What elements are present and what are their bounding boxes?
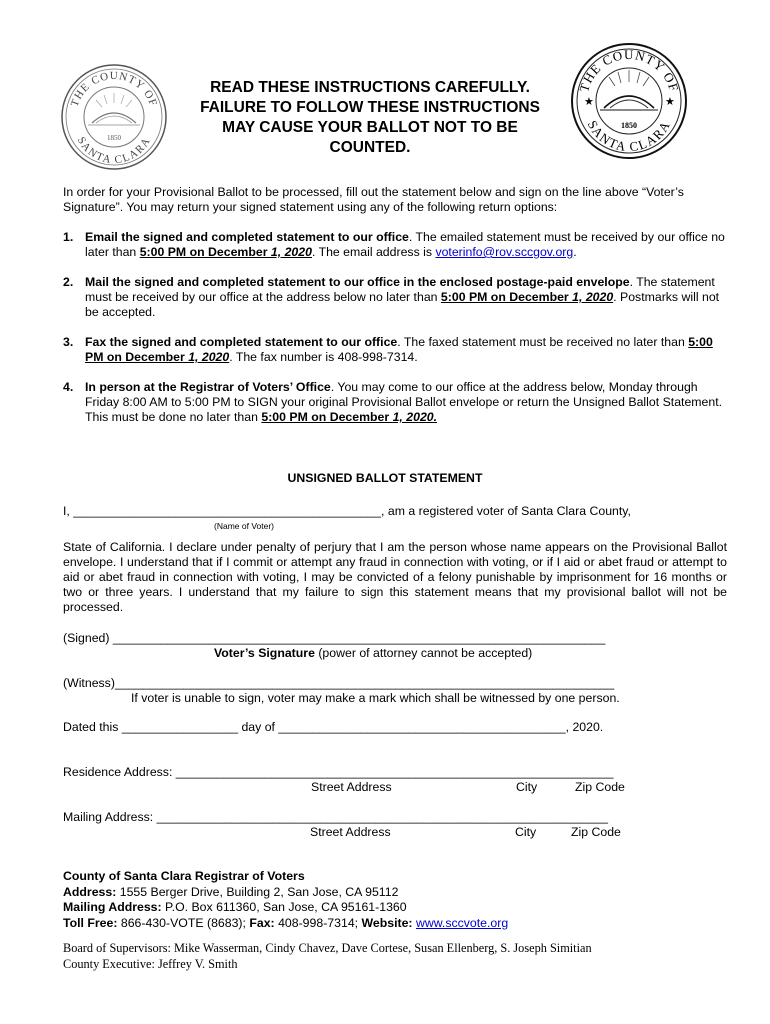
city-caption: City [516, 780, 538, 794]
city-caption: City [515, 825, 537, 839]
website-link[interactable]: www.sccvote.org [415, 915, 509, 930]
seal-left-top-text: THE COUNTY OF [68, 69, 160, 109]
name-prefix: I, [63, 504, 74, 518]
address-line [63, 885, 508, 901]
deadline: 5:00 PM on December [85, 335, 713, 364]
return-options-list [63, 230, 727, 440]
street-address-caption: Street Address [311, 780, 392, 794]
org-name: County of Santa Clara Registrar of Voters [63, 869, 305, 883]
zip-code-caption: Zip Code [575, 780, 625, 794]
deadline: 5:00 PM on December [139, 245, 271, 259]
seal-left-bottom-text: SANTA CLARA [74, 134, 154, 167]
mailing-address-row [63, 810, 608, 825]
zip-code-caption: Zip Code [571, 825, 621, 839]
officials-block [63, 940, 592, 972]
name-suffix: , am a registered voter of Santa Clara County, [381, 504, 631, 518]
board-of-supervisors: Board of Supervisors: Mike Wasserman, Cindy Chavez, Dave Cortese, Susan Ellenberg, S. Joseph Simitian [63, 941, 592, 955]
signature-caption-bold: Voter’s Signature [214, 646, 315, 660]
title-line: COUNTED. [329, 139, 411, 156]
option-number: 4. [63, 380, 74, 394]
option-text: . The faxed statement must be received no later than [397, 335, 689, 349]
declaration-paragraph: State of California. I declare under penalty of perjury that I am the person whose name appears on the Provisional Ballot envelope. I understand that if I commit or attempt any fraud in connection with voting, or if I aid or abet fraud or attempt to aid or abet fraud in connection with voting, I may be convicted of a felony punishable by imprisonment for 16 months or two or three years. I understand that my failure to sign this statement means that my provisional ballot will not be processed. [63, 540, 727, 614]
witness-field[interactable]: _________________________________________________________________________ [114, 676, 615, 690]
seal-left-year: 1850 [107, 134, 121, 142]
signature-field[interactable]: ________________________________________________________________________ [112, 631, 606, 645]
fax-value: 408-998-7314; [274, 915, 362, 930]
mailing-address-field[interactable]: __________________________________________________________________ [156, 810, 609, 824]
address-label: Address: [63, 884, 117, 899]
seal-right-year: 1850 [621, 121, 637, 130]
dated-row[interactable]: Dated this _________________ day of __________________________________________, 2020. [63, 720, 604, 734]
deadline: 5:00 PM on December [261, 410, 393, 424]
residence-address-row [63, 765, 614, 780]
star-icon: ★ [665, 96, 675, 108]
option-lead: Email the signed and completed statement to our office [85, 230, 409, 244]
seal-right-bottom-text: SANTA CLARA [584, 117, 674, 155]
option-lead: Mail the signed and completed statement to our office in the enclosed postage-paid envelope [85, 275, 630, 289]
mailing-label: Mailing Address: [63, 810, 157, 824]
witness-label: (Witness) [63, 676, 115, 690]
voter-name-field[interactable]: _____________________________________________ [73, 504, 382, 518]
residence-label: Residence Address: [63, 765, 176, 779]
deadline-date: 1, 2020 [572, 290, 614, 304]
option-lead: In person at the Registrar of Voters’ Office [85, 380, 331, 394]
option-text: . The email address is [311, 245, 436, 259]
signed-label: (Signed) [63, 631, 113, 645]
return-option-mail [63, 275, 727, 320]
deadline-date: 1, 2020. [392, 410, 438, 424]
instructions-title [150, 78, 590, 158]
email-link[interactable]: voterinfo@rov.sccgov.org [435, 245, 574, 259]
star-icon: ★ [584, 96, 594, 108]
option-lead: Fax the signed and completed statement to our office [85, 335, 398, 349]
title-line: READ THESE INSTRUCTIONS CAREFULLY. [210, 79, 530, 96]
seal-right-top-text: THE COUNTY OF [576, 46, 682, 94]
deadline-date: 1, 2020 [188, 350, 230, 364]
street-address-caption: Street Address [310, 825, 391, 839]
option-text: . [573, 245, 577, 259]
option-text: . You may come to our office at the address below, Monday through Friday 8:00 AM to 5:00 PM to SIGN your original Provisional Ballot envelope or return the Unsigned Ballot Statement. This must be done no later than [85, 380, 723, 424]
return-option-in-person [63, 380, 727, 425]
option-number: 1. [63, 230, 74, 244]
title-line: FAILURE TO FOLLOW THESE INSTRUCTIONS [200, 99, 540, 116]
residence-address-field[interactable]: ________________________________________________________________ [175, 765, 614, 779]
voter-name-row [63, 504, 631, 519]
statement-heading: UNSIGNED BALLOT STATEMENT [287, 471, 483, 485]
return-option-email [63, 230, 727, 260]
option-text: . Postmarks will not be accepted. [85, 290, 720, 319]
option-text: . The fax number is 408-998-7314. [229, 350, 418, 364]
return-option-fax [63, 335, 727, 365]
option-number: 2. [63, 275, 74, 289]
mailing-address-label: Mailing Address: [63, 900, 162, 914]
title-line: MAY CAUSE YOUR BALLOT NOT TO BE [222, 119, 518, 136]
witness-row [63, 676, 614, 691]
mailing-address-value: P.O. Box 611360, San Jose, CA 95161-1360 [161, 900, 407, 914]
deadline-date: 1, 2020 [270, 245, 312, 259]
deadline: 5:00 PM on December [440, 290, 573, 304]
signed-row [63, 631, 605, 646]
county-executive: County Executive: Jeffrey V. Smith [63, 957, 238, 971]
intro-paragraph: In order for your Provisional Ballot to be processed, fill out the statement below and sign on the line above “Voter’s Signature”. You may return your signed statement using any of the following return options: [63, 185, 684, 214]
registrar-contact-block [63, 869, 508, 931]
option-text: . The emailed statement must be received by our office no later than [85, 230, 725, 259]
name-caption: (Name of Voter) [214, 521, 274, 531]
signature-caption-rest: (power of attorney cannot be accepted) [314, 646, 533, 660]
mailing-line [63, 900, 508, 916]
website-label: Website: [361, 915, 413, 930]
toll-free-label: Toll Free: [63, 915, 118, 930]
address-value: 1555 Berger Drive, Building 2, San Jose, CA 95112 [116, 884, 399, 899]
fax-label: Fax: [249, 915, 275, 930]
option-text: . The statement must be received by our office at the address below no later than [85, 275, 715, 304]
toll-free-value: 866-430-VOTE (8683); [117, 915, 250, 930]
signature-caption [214, 646, 532, 661]
contact-line [63, 916, 508, 932]
option-number: 3. [63, 335, 74, 349]
witness-caption: If voter is unable to sign, voter may make a mark which shall be witnessed by one person. [131, 691, 620, 705]
